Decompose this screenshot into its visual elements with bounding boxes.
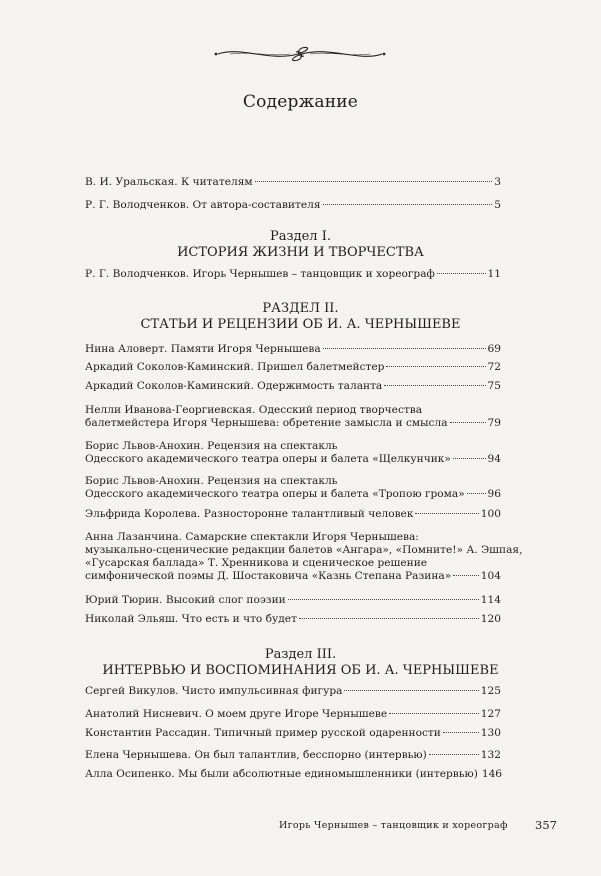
section-title: ИНТЕРВЬЮ И ВОСПОМИНАНИЯ ОБ И. А. ЧЕРНЫШЕВЕ (102, 663, 499, 678)
toc-entry[interactable] (85, 176, 501, 189)
toc-entry[interactable] (85, 361, 501, 374)
entry-text: Анна Лазанчина. Самарские спектакли Игоря Чернышева: (85, 531, 419, 543)
entry-page-number: 100 (480, 508, 501, 520)
entry-text: Р. Г. Володченков. От автора-составителя (85, 199, 321, 211)
section-title: СТАТЬИ И РЕЦЕНЗИИ ОБ И. А. ЧЕРНЫШЕВЕ (140, 317, 461, 332)
decorative-flourish (210, 42, 390, 66)
entry-text: Елена Чернышева. Он был талантлив, бесспорно (интервью) (85, 749, 427, 761)
entry-page-number: 127 (480, 708, 501, 720)
toc-entry[interactable] (85, 508, 501, 521)
entry-text: Анатолий Нисневич. О моем друге Игоре Чернышеве (85, 708, 388, 720)
entry-text: Юрий Тюрин. Высокий слог поэзии (85, 594, 286, 606)
leader-dots (453, 458, 486, 459)
entry-text: Нелли Иванова-Георгиевская. Одесский период творчества (85, 404, 423, 416)
entry-text: Р. Г. Володченков. Игорь Чернышев – танцовщик и хореограф (85, 268, 435, 280)
leader-dots (299, 618, 479, 619)
entry-page-number: 72 (487, 361, 501, 373)
entry-text: симфонической поэмы Д. Шостаковича «Казнь Степана Разина» (85, 570, 452, 582)
toc-entry[interactable] (85, 404, 501, 430)
toc-entry[interactable] (85, 708, 501, 721)
toc-entry[interactable] (85, 268, 501, 281)
entry-text: Одесского академического театра оперы и балета «Тропою грома» (85, 488, 465, 500)
page-number: 357 (535, 818, 557, 832)
section-label: РАЗДЕЛ II. (262, 301, 339, 316)
toc-entry[interactable] (85, 380, 501, 393)
entry-text: Борис Львов-Анохин. Рецензия на спектакль (85, 475, 338, 487)
entry-text: Аркадий Соколов-Каминский. Одержимость таланта (85, 380, 383, 392)
entry-page-number: 120 (480, 613, 501, 625)
leader-dots (467, 493, 486, 494)
section-label: Раздел III. (264, 647, 337, 662)
entry-page-number: 104 (480, 570, 501, 582)
leader-dots (344, 690, 478, 691)
leader-dots (415, 513, 478, 514)
entry-text: «Гусарская баллада» Т. Хренникова и сценическое решение (85, 557, 428, 569)
entry-text: Алла Осипенко. Мы были абсолютные единомышленники (интервью) (85, 768, 478, 780)
section-heading (0, 301, 601, 333)
toc-entry[interactable] (85, 613, 501, 626)
leader-dots (323, 204, 493, 205)
entry-text: Сергей Викулов. Чисто импульсивная фигура (85, 685, 343, 697)
entry-text: балетмейстера Игоря Чернышева: обретение замысла и смысла (85, 417, 448, 429)
entry-page-number: 79 (487, 417, 501, 429)
leader-dots (437, 273, 486, 274)
toc-entry[interactable] (85, 440, 501, 466)
entry-text: Нина Аловерт. Памяти Игоря Чернышева (85, 343, 321, 355)
entry-page-number: 130 (480, 727, 501, 739)
entry-page-number: 75 (487, 380, 501, 392)
entry-text: Эльфрида Королева. Разносторонне талантливый человек (85, 508, 414, 520)
leader-dots (323, 348, 486, 349)
toc-entry[interactable] (85, 727, 501, 740)
toc-entry[interactable] (85, 768, 501, 781)
section-heading (0, 229, 601, 261)
entry-text: музыкально-сценические редакции балетов «Ангара», «Помните!» А. Эшпая, (85, 544, 523, 556)
leader-dots (453, 575, 479, 576)
leader-dots (429, 754, 479, 755)
section-heading (0, 647, 601, 679)
section-title: ИСТОРИЯ ЖИЗНИ И ТВОРЧЕСТВА (177, 245, 424, 260)
leader-dots (386, 366, 485, 367)
toc-entry[interactable] (85, 749, 501, 762)
entry-page-number: 125 (480, 685, 501, 697)
toc-entry[interactable] (85, 685, 501, 698)
toc-entry[interactable] (85, 343, 501, 356)
toc-entry[interactable] (85, 475, 501, 501)
entry-page-number: 94 (487, 453, 501, 465)
entry-page-number: 96 (487, 488, 501, 500)
leader-dots (450, 422, 486, 423)
entry-text: Борис Львов-Анохин. Рецензия на спектакль (85, 440, 338, 452)
leader-dots (384, 385, 485, 386)
running-footer-title: Игорь Чернышев – танцовщик и хореограф (279, 820, 508, 831)
section-label: Раздел I. (270, 229, 331, 244)
entry-page-number: 5 (494, 199, 501, 211)
toc-entry[interactable] (85, 594, 501, 607)
leader-dots (389, 713, 479, 714)
leader-dots (443, 732, 479, 733)
entry-page-number: 132 (480, 749, 501, 761)
toc-title: Содержание (242, 92, 359, 112)
entry-text: Константин Рассадин. Типичный пример русской одаренности (85, 727, 441, 739)
entry-text: Николай Эльяш. Что есть и что будет (85, 613, 297, 625)
entry-page-number: 114 (480, 594, 501, 606)
entry-text: Одесского академического театра оперы и балета «Щелкунчик» (85, 453, 451, 465)
entry-page-number: 11 (487, 268, 501, 280)
entry-page-number: 146 (481, 768, 503, 780)
entry-text: Аркадий Соколов-Каминский. Пришел балетмейстер (85, 361, 385, 373)
leader-dots (288, 599, 479, 600)
entry-text: В. И. Уральская. К читателям (85, 176, 253, 188)
leader-dots (255, 181, 493, 182)
entry-page-number: 3 (494, 176, 501, 188)
entry-page-number: 69 (487, 343, 501, 355)
toc-entry[interactable] (85, 531, 523, 583)
toc-entry[interactable] (85, 199, 501, 212)
